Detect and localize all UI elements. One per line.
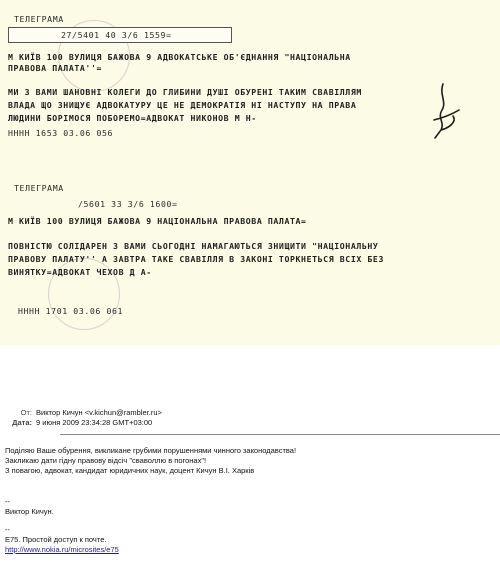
ad-link[interactable]: http://www.nokia.ru/microsites/e75	[5, 545, 119, 554]
signature-separator: --	[5, 497, 10, 506]
telegram-footer: НННН 1701 03.06 061	[18, 306, 124, 316]
handwritten-signature	[425, 80, 465, 142]
telegram-code-box	[8, 27, 232, 43]
telegram-code: /5601 33 3/6 1600=	[78, 199, 178, 209]
ad-separator: --	[5, 525, 10, 534]
sender-signature: Виктор Кичун.	[5, 507, 54, 516]
from-label: От:	[20, 408, 32, 417]
telegram-address: М КИЇВ 100 ВУЛИЦЯ БАЖОВА 9 НАЦІОНАЛЬНА ПРАВОВА ПАЛАТА=	[8, 216, 307, 226]
ad-text: E75. Простой доступ к почте.	[5, 535, 107, 544]
telegram-body-line: ЛЮДИНИ БОРІМОСЯ ПОБОРЕМО=АДВОКАТ НИКОНОВ М Н-	[8, 113, 257, 123]
telegram-header: ТЕЛЕГРАМА	[14, 183, 64, 193]
telegram-body-line: ВИНЯТКУ=АДВОКАТ ЧЕХОВ Д А-	[8, 267, 152, 277]
telegram-body-line: МИ З ВАМИ ШАНОВНІ КОЛЕГИ ДО ГЛИБИНИ ДУШІ ОБУРЕНІ ТАКИМ СВАВІЛЛЯМ	[8, 87, 362, 97]
date-label: Дата:	[12, 418, 32, 427]
telegram-header: ТЕЛЕГРАМА	[14, 14, 64, 24]
date-value: 9 июня 2009 23:34:28 GMT+03:00	[36, 418, 153, 427]
email-body-line: З повагою, адвокат, кандидат юридичних наук, доцент Кичун В.І. Харків	[5, 466, 255, 475]
telegram-address: М КИЇВ 100 ВУЛИЦЯ БАЖОВА 9 АДВОКАТСЬКЕ ОБ'ЄДНАННЯ "НАЦІОНАЛЬНА	[8, 52, 351, 62]
email-body-line: Закликаю дати гідну правову відсіч "сваволлю в погонах"!	[5, 456, 207, 465]
header-divider	[60, 434, 500, 435]
telegram-body-line: ВЛАДА ЩО ЗНИЩУЄ АДВОКАТУРУ ЦЕ НЕ ДЕМОКРАТІЯ НІ НАСТУПУ НА ПРАВА	[8, 100, 357, 110]
telegram-footer: НННН 1653 03.06 056	[8, 128, 114, 138]
telegram-body-line: ПОВНІСТЮ СОЛІДАРЕН З ВАМИ СЬОГОДНІ НАМАГАЮТЬСЯ ЗНИЩИТИ "НАЦІОНАЛЬНУ	[8, 241, 379, 251]
email-body-line: Поділяю Ваше обурення, викликане грубими порушеннями чинного законодавства!	[5, 446, 297, 455]
telegram-code: 27/5401 40 3/6 1559=	[61, 30, 172, 40]
from-value[interactable]: Виктор Кичун <v.kichun@rambler.ru>	[36, 408, 162, 417]
telegram-address: ПРАВОВА ПАЛАТА''=	[8, 63, 102, 73]
telegram-body-line: ПРАВОВУ ПАЛАТУ'' А ЗАВТРА ТАКЕ СВАВІЛЛЯ В ЗАКОНІ ТОРКНЕТЬСЯ ВСІХ БЕЗ	[8, 254, 384, 264]
